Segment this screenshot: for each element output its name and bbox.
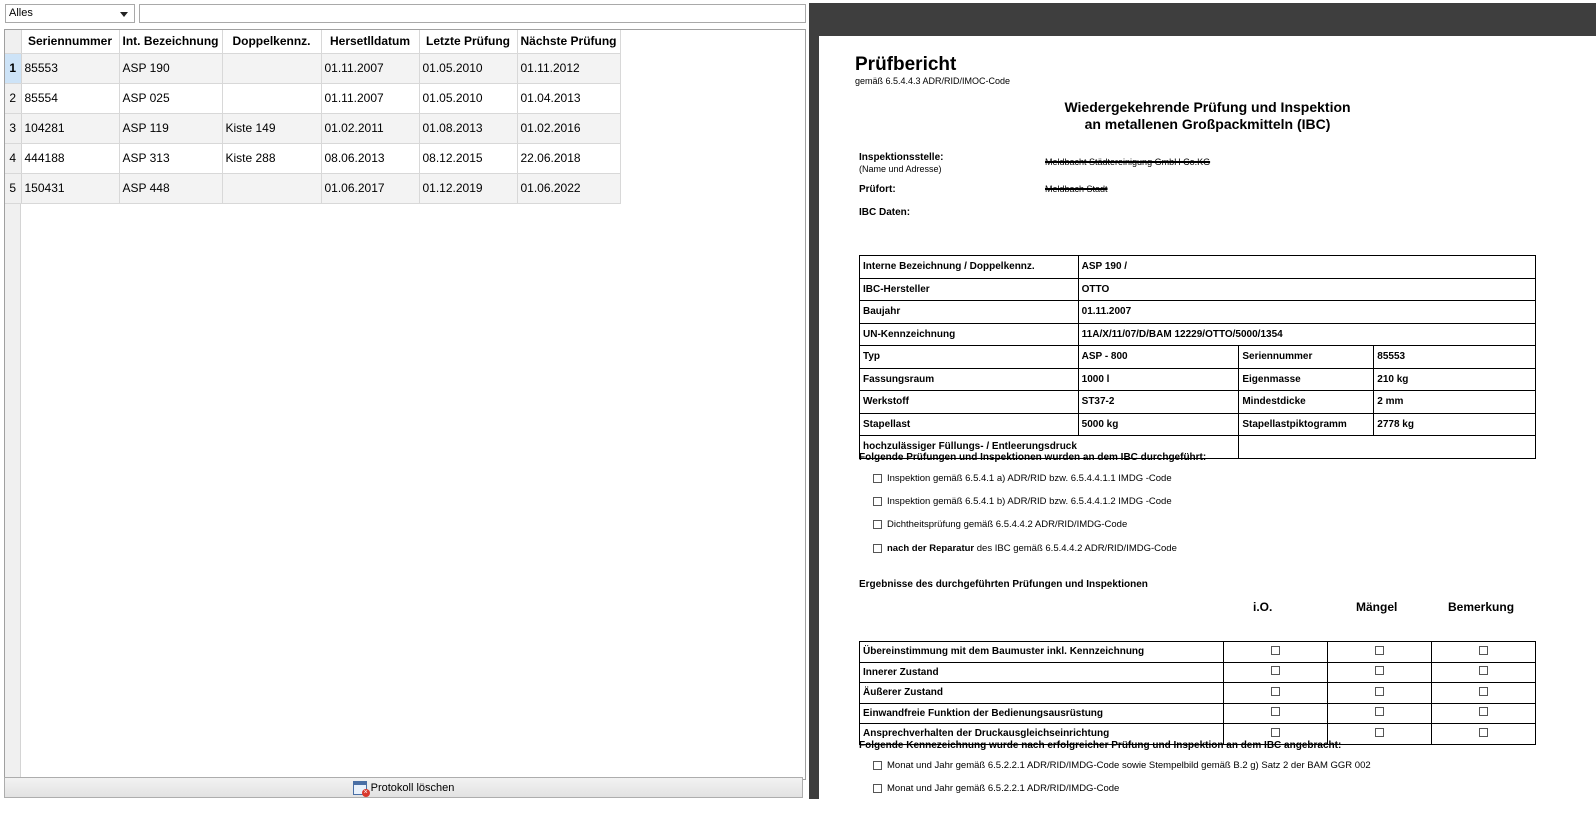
- cell-letzte-pruefung[interactable]: 01.05.2010: [419, 83, 517, 113]
- column-header-naechste-pruefung[interactable]: Nächste Prüfung: [517, 30, 620, 53]
- ibc-serial-value: 85553: [1374, 346, 1536, 369]
- table-row: [860, 368, 1536, 391]
- cell-int-bezeichnung[interactable]: ASP 448: [119, 173, 222, 203]
- ibc-maker-label: IBC-Hersteller: [860, 278, 1079, 301]
- cell-doppelkennz[interactable]: [222, 53, 321, 83]
- ibc-data-label: IBC Daten:: [859, 207, 911, 218]
- place-label: Prüfort:: [859, 184, 896, 195]
- checkbox-icon: [1375, 666, 1384, 675]
- cell-naechste-pruefung[interactable]: 01.11.2012: [517, 53, 620, 83]
- cell-seriennummer[interactable]: 85553: [21, 53, 119, 83]
- filter-dropdown[interactable]: [5, 4, 135, 23]
- ibc-thickness-value: 2 mm: [1374, 391, 1536, 414]
- inspection-label: Inspektionsstelle:: [859, 152, 944, 163]
- delete-document-icon: ×: [353, 781, 367, 795]
- cell-seriennummer[interactable]: 444188: [21, 143, 119, 173]
- table-header-row: [5, 30, 620, 53]
- ibc-stack-value: 5000 kg: [1078, 413, 1239, 436]
- checkbox-icon: [1479, 646, 1488, 655]
- checkbox-icon: [1479, 707, 1488, 716]
- row-header[interactable]: 4: [5, 143, 21, 173]
- result-label: Ansprechverhalten der Druckausgleichseinrichtung: [860, 724, 1224, 745]
- marking-item-label: Monat und Jahr gemäß 6.5.2.2.1 ADR/RID/IMDG-Code sowie Stempelbild gemäß B.2 g) Satz 2 der BAM GGR 002: [887, 760, 1371, 771]
- report-heading: [819, 99, 1596, 133]
- cell-letzte-pruefung[interactable]: 01.05.2010: [419, 53, 517, 83]
- checkbox-icon: [1479, 728, 1488, 737]
- cell-herstelldatum[interactable]: 01.11.2007: [321, 83, 419, 113]
- report-page: [819, 36, 1596, 799]
- cell-int-bezeichnung[interactable]: ASP 025: [119, 83, 222, 113]
- cell-herstelldatum[interactable]: 08.06.2013: [321, 143, 419, 173]
- marking-item-label: Monat und Jahr gemäß 6.5.2.2.1 ADR/RID/IMDG-Code: [887, 783, 1120, 794]
- cell-letzte-pruefung[interactable]: 08.12.2015: [419, 143, 517, 173]
- check-item-label: Inspektion gemäß 6.5.4.1 a) ADR/RID bzw. 6.5.4.4.1.1 IMDG -Code: [887, 473, 1172, 484]
- row-header[interactable]: 3: [5, 113, 21, 143]
- column-header-seriennummer[interactable]: Seriennummer: [21, 30, 119, 53]
- table-row: [860, 703, 1536, 724]
- ibc-data-table: [859, 255, 1536, 459]
- ibc-picto-value: 2778 kg: [1374, 413, 1536, 436]
- checkbox-icon: [1375, 728, 1384, 737]
- checkbox-icon: [873, 474, 882, 483]
- delete-protocol-button[interactable]: [4, 777, 803, 798]
- ibc-capacity-label: Fassungsraum: [860, 368, 1079, 391]
- marking-title: Folgende Kennezeichnung wurde nach erfolgreicher Prüfung und Inspektion an dem IBC angebracht:: [859, 740, 1342, 751]
- ibc-thickness-label: Mindestdicke: [1239, 391, 1374, 414]
- table-row[interactable]: [5, 83, 620, 113]
- checkbox-icon: [1271, 666, 1280, 675]
- ibc-un-label: UN-Kennzeichnung: [860, 323, 1079, 346]
- cell-herstelldatum[interactable]: 01.02.2011: [321, 113, 419, 143]
- ibc-type-label: Typ: [860, 346, 1079, 369]
- ibc-picto-label: Stapellastpiktogramm: [1239, 413, 1374, 436]
- ibc-material-label: Werkstoff: [860, 391, 1079, 414]
- cell-naechste-pruefung[interactable]: 22.06.2018: [517, 143, 620, 173]
- cell-letzte-pruefung[interactable]: 01.12.2019: [419, 173, 517, 203]
- cell-seriennummer[interactable]: 104281: [21, 113, 119, 143]
- cell-seriennummer[interactable]: 85554: [21, 83, 119, 113]
- cell-doppelkennz[interactable]: [222, 83, 321, 113]
- results-table: [859, 641, 1536, 745]
- marking-item: [873, 783, 1119, 794]
- results-column-headers: [819, 600, 1596, 616]
- cell-doppelkennz[interactable]: Kiste 288: [222, 143, 321, 173]
- cell-herstelldatum[interactable]: 01.06.2017: [321, 173, 419, 203]
- results-col-maengel: Mängel: [1356, 600, 1398, 614]
- report-subtitle: gemäß 6.5.4.4.3 ADR/RID/IMOC-Code: [855, 76, 1011, 86]
- ibc-data-grid[interactable]: [4, 29, 806, 780]
- search-input[interactable]: [139, 4, 806, 23]
- table-row[interactable]: [5, 113, 620, 143]
- check-repair-bold: nach der Reparatur: [887, 543, 975, 554]
- inspection-value-redacted: Meldbacht Städtereinigung GmbH Co.KG: [1045, 157, 1211, 167]
- row-header[interactable]: 5: [5, 173, 21, 203]
- checks-title: Folgende Prüfungen und Inspektionen wurden an dem IBC durchgeführt:: [859, 452, 1207, 463]
- cell-herstelldatum[interactable]: 01.11.2007: [321, 53, 419, 83]
- checkbox-icon: [1375, 646, 1384, 655]
- result-label: Übereinstimmung mit dem Baumuster inkl. Kennzeichnung: [860, 642, 1224, 663]
- ibc-pressure-label: hochzulässiger Füllungs- / Entleerungsdruck: [860, 436, 1239, 459]
- check-item: [873, 496, 1172, 507]
- checkbox-icon: [1479, 666, 1488, 675]
- table-row: [860, 662, 1536, 683]
- report-heading-line1: Wiedergekehrende Prüfung und Inspektion: [1064, 99, 1351, 115]
- table-row: [860, 413, 1536, 436]
- checkbox-icon: [1271, 646, 1280, 655]
- inspection-sublabel: (Name und Adresse): [859, 164, 942, 174]
- row-header[interactable]: 1: [5, 53, 21, 83]
- cell-doppelkennz[interactable]: [222, 173, 321, 203]
- check-repair-rest: des IBC gemäß 6.5.4.4.2 ADR/RID/IMDG-Code: [974, 543, 1177, 554]
- cell-int-bezeichnung[interactable]: ASP 119: [119, 113, 222, 143]
- result-label: Innerer Zustand: [860, 662, 1224, 683]
- table-row[interactable]: [5, 53, 620, 83]
- checkbox-icon: [1271, 687, 1280, 696]
- column-header-doppelkennz[interactable]: Doppelkennz.: [222, 30, 321, 53]
- cell-naechste-pruefung[interactable]: 01.02.2016: [517, 113, 620, 143]
- checkbox-icon: [873, 520, 882, 529]
- checkbox-icon: [1271, 707, 1280, 716]
- report-heading-line2: an metallenen Großpackmitteln (IBC): [1084, 116, 1331, 132]
- table-row: [860, 683, 1536, 704]
- chevron-down-icon[interactable]: [120, 12, 128, 17]
- table-row: [860, 301, 1536, 324]
- filter-dropdown-value: Alles: [9, 7, 33, 19]
- table-row: [860, 642, 1536, 663]
- marking-item: [873, 760, 1371, 771]
- checkbox-icon: [873, 761, 882, 770]
- checkbox-icon: [1271, 728, 1280, 737]
- ibc-un-value: 11A/X/11/07/D/BAM 12229/OTTO/5000/1354: [1078, 323, 1535, 346]
- cell-doppelkennz[interactable]: Kiste 149: [222, 113, 321, 143]
- result-label: Äußerer Zustand: [860, 683, 1224, 704]
- cell-int-bezeichnung[interactable]: ASP 190: [119, 53, 222, 83]
- check-item-label: Dichtheitsprüfung gemäß 6.5.4.4.2 ADR/RID/IMDG-Code: [887, 519, 1128, 530]
- ibc-table: [5, 30, 621, 204]
- ibc-capacity-value: 1000 l: [1078, 368, 1239, 391]
- ibc-pressure-value: [1239, 436, 1536, 459]
- cell-int-bezeichnung[interactable]: ASP 313: [119, 143, 222, 173]
- checkbox-icon: [873, 784, 882, 793]
- checkbox-icon: [873, 544, 882, 553]
- check-item: [873, 543, 1177, 554]
- table-row: [860, 323, 1536, 346]
- cell-seriennummer[interactable]: 150431: [21, 173, 119, 203]
- report-title: Prüfbericht: [855, 54, 957, 75]
- row-header[interactable]: 2: [5, 83, 21, 113]
- ibc-mass-value: 210 kg: [1374, 368, 1536, 391]
- checkbox-icon: [1479, 687, 1488, 696]
- result-label: Einwandfreie Funktion der Bedienungsausrüstung: [860, 703, 1224, 724]
- check-item: [873, 519, 1127, 530]
- ibc-stack-label: Stapellast: [860, 413, 1079, 436]
- ibc-year-label: Baujahr: [860, 301, 1079, 324]
- check-item: [873, 473, 1172, 484]
- results-col-bemerkung: Bemerkung: [1448, 600, 1515, 614]
- ibc-type-value: ASP - 800: [1078, 346, 1239, 369]
- results-col-io: i.O.: [1253, 600, 1273, 614]
- column-header-herstelldatum[interactable]: Hersetlldatum: [321, 30, 419, 53]
- place-value-redacted: Meldbach Stadt: [1045, 184, 1108, 194]
- table-row[interactable]: [5, 143, 620, 173]
- report-preview-pane[interactable]: [809, 3, 1596, 799]
- ibc-serial-label: Seriennummer: [1239, 346, 1374, 369]
- grid-corner[interactable]: [5, 30, 21, 53]
- delete-protocol-label: Protokoll löschen: [370, 781, 455, 794]
- column-header-letzte-pruefung[interactable]: Letzte Prüfung: [419, 30, 517, 53]
- cell-letzte-pruefung[interactable]: 01.08.2013: [419, 113, 517, 143]
- table-row: [860, 278, 1536, 301]
- ibc-internal-value: ASP 190 /: [1078, 256, 1535, 279]
- table-row[interactable]: [5, 173, 620, 203]
- cell-naechste-pruefung[interactable]: 01.04.2013: [517, 83, 620, 113]
- checkbox-icon: [1375, 687, 1384, 696]
- check-item-label: Inspektion gemäß 6.5.4.1 b) ADR/RID bzw. 6.5.4.4.1.2 IMDG -Code: [887, 496, 1172, 507]
- ibc-mass-label: Eigenmasse: [1239, 368, 1374, 391]
- table-row: [860, 256, 1536, 279]
- ibc-internal-label: Interne Bezeichnung / Doppelkennz.: [860, 256, 1079, 279]
- ibc-year-value: 01.11.2007: [1078, 301, 1535, 324]
- table-row: [860, 346, 1536, 369]
- checkbox-icon: [873, 497, 882, 506]
- table-row: [860, 391, 1536, 414]
- results-title: Ergebnisse des durchgeführten Prüfungen und Inspektionen: [859, 579, 1148, 590]
- ibc-maker-value: OTTO: [1078, 278, 1535, 301]
- column-header-int-bezeichnung[interactable]: Int. Bezeichnung: [119, 30, 222, 53]
- ibc-material-value: ST37-2: [1078, 391, 1239, 414]
- checkbox-icon: [1375, 707, 1384, 716]
- cell-naechste-pruefung[interactable]: 01.06.2022: [517, 173, 620, 203]
